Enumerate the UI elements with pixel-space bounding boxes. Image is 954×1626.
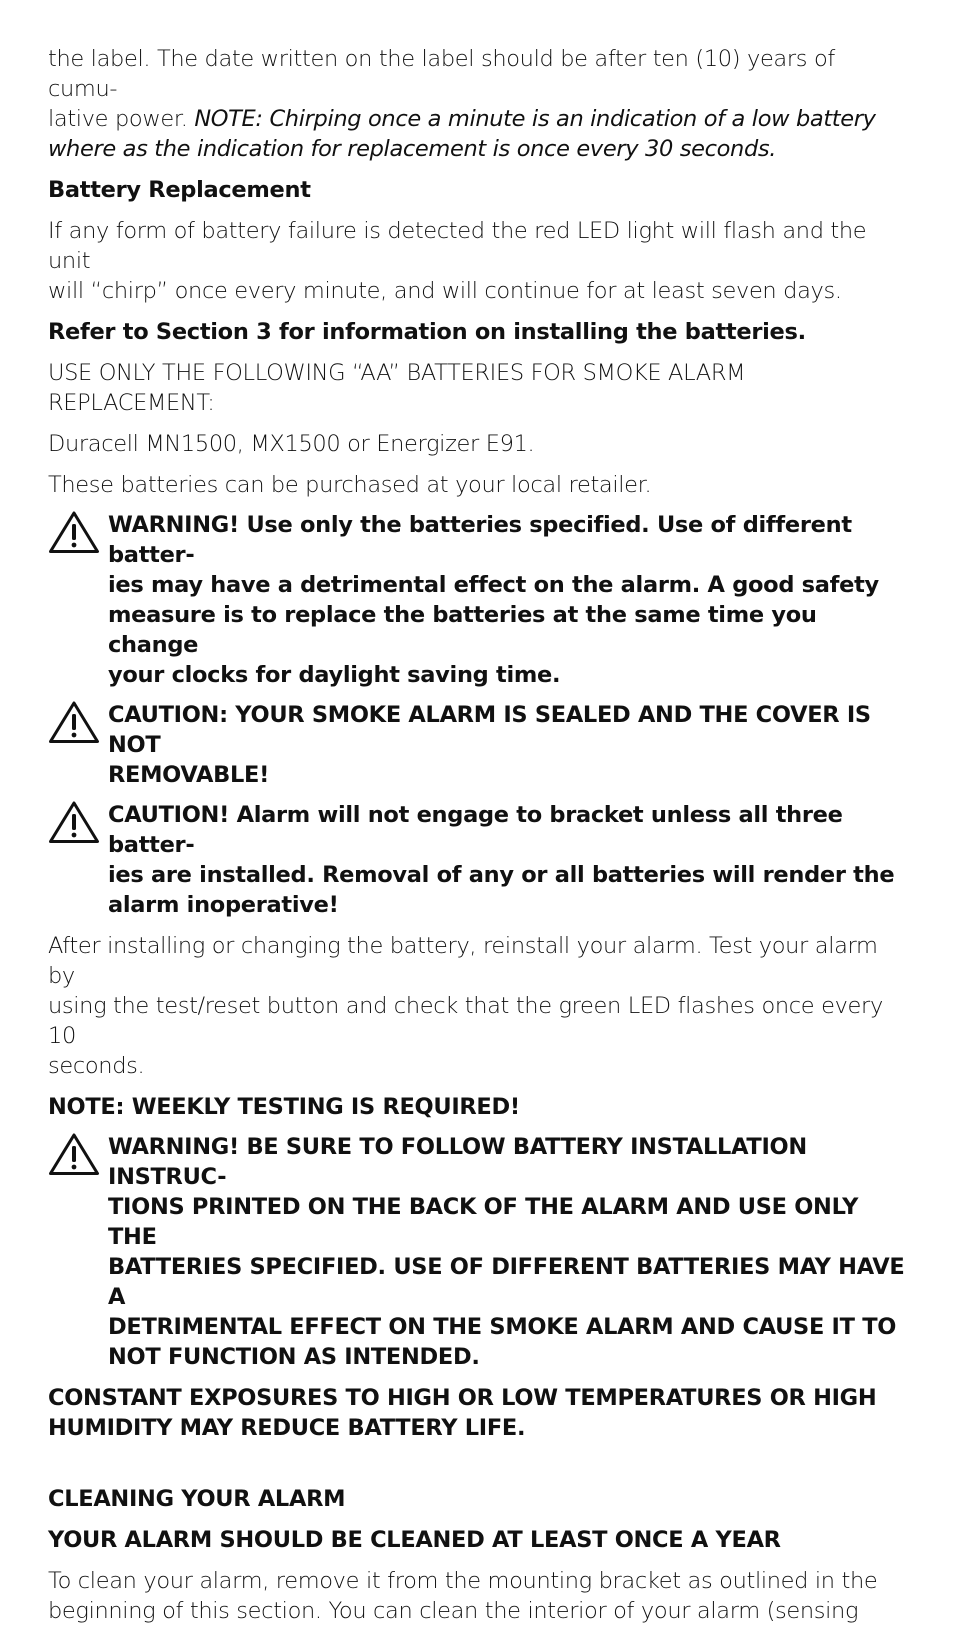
intro-note-2: where as the indication for replacement is once every 30 seconds. (48, 136, 777, 162)
caution-text-sealed: CAUTION: YOUR SMOKE ALARM IS SEALED AND THE COVER IS NOT REMOVABLE! (108, 702, 871, 788)
warning-text-installation: WARNING! BE SURE TO FOLLOW BATTERY INSTALLATION INSTRUC- TIONS PRINTED ON THE BACK OF THE ALARM AND USE ONLY THE BATTERIES SPECIFIED. USE OF DIFFERENT BATTERIES MAY HAVE A DETRIMENTAL EFFECT ON THE SMOKE ALARM AND CAUSE IT TO NOT FUNCTION AS INTENDED. (108, 1134, 905, 1370)
warning-triangle-icon (48, 800, 100, 846)
battery-replacement-heading: Battery Replacement (48, 177, 311, 203)
battery-models: Duracell MN1500, MX1500 or Energizer E91. (48, 431, 535, 457)
caution-block-sealed (48, 700, 908, 790)
warning-text-1: WARNING! Use only the batteries specified. Use of different batter- ies may have a detrimental effect on the alarm. A good safety measure is to replace the batteries at the same time you change your clocks for daylight saving time. (108, 512, 879, 688)
caution-block-bracket (48, 800, 908, 920)
manual-page (48, 44, 908, 1626)
battery-failure-line-1: If any form of battery failure is detected the red LED light will flash and the unit (48, 218, 867, 274)
cleaning-paragraph: To clean your alarm, remove it from the mounting bracket as outlined in the beginning of this section. You can clean the interior of your alarm (sensing (48, 1568, 878, 1624)
battery-failure-paragraph (48, 216, 908, 306)
intro-note-1: NOTE: Chirping once a minute is an indication of a low battery (194, 106, 876, 132)
warning-triangle-icon (48, 1132, 100, 1178)
refer-section-note: Refer to Section 3 for information on installing the batteries. (48, 319, 806, 345)
weekly-testing-note: NOTE: WEEKLY TESTING IS REQUIRED! (48, 1094, 520, 1120)
caution-text-bracket: CAUTION! Alarm will not engage to bracket unless all three batter- ies are installed. Removal of any or all batteries will render the alarm inoperative! (108, 802, 895, 918)
warning-triangle-icon (48, 510, 100, 556)
intro-paragraph (48, 44, 908, 164)
use-only-batteries: USE ONLY THE FOLLOWING “AA” BATTERIES FOR SMOKE ALARM REPLACEMENT: (48, 360, 746, 416)
intro-line-1: the label. The date written on the label should be after ten (10) years of cumu- (48, 46, 835, 102)
constant-exposure-note: CONSTANT EXPOSURES TO HIGH OR LOW TEMPERATURES OR HIGH HUMIDITY MAY REDUCE BATTERY LIFE. (48, 1385, 877, 1441)
after-install-paragraph: After installing or changing the battery, reinstall your alarm. Test your alarm by using the test/reset button and check that the green LED flashes once every 10 seconds. (48, 933, 883, 1079)
cleaning-heading: CLEANING YOUR ALARM (48, 1486, 346, 1512)
warning-block-installation (48, 1132, 908, 1372)
warning-triangle-icon (48, 700, 100, 746)
intro-line-2: lative power. (48, 106, 195, 132)
purchase-note: These batteries can be purchased at your local retailer. (48, 472, 652, 498)
cleaning-subheading: YOUR ALARM SHOULD BE CLEANED AT LEAST ONCE A YEAR (48, 1527, 781, 1553)
warning-block-1 (48, 510, 908, 690)
battery-failure-line-2: will “chirp” once every minute, and will continue for at least seven days. (48, 278, 842, 304)
